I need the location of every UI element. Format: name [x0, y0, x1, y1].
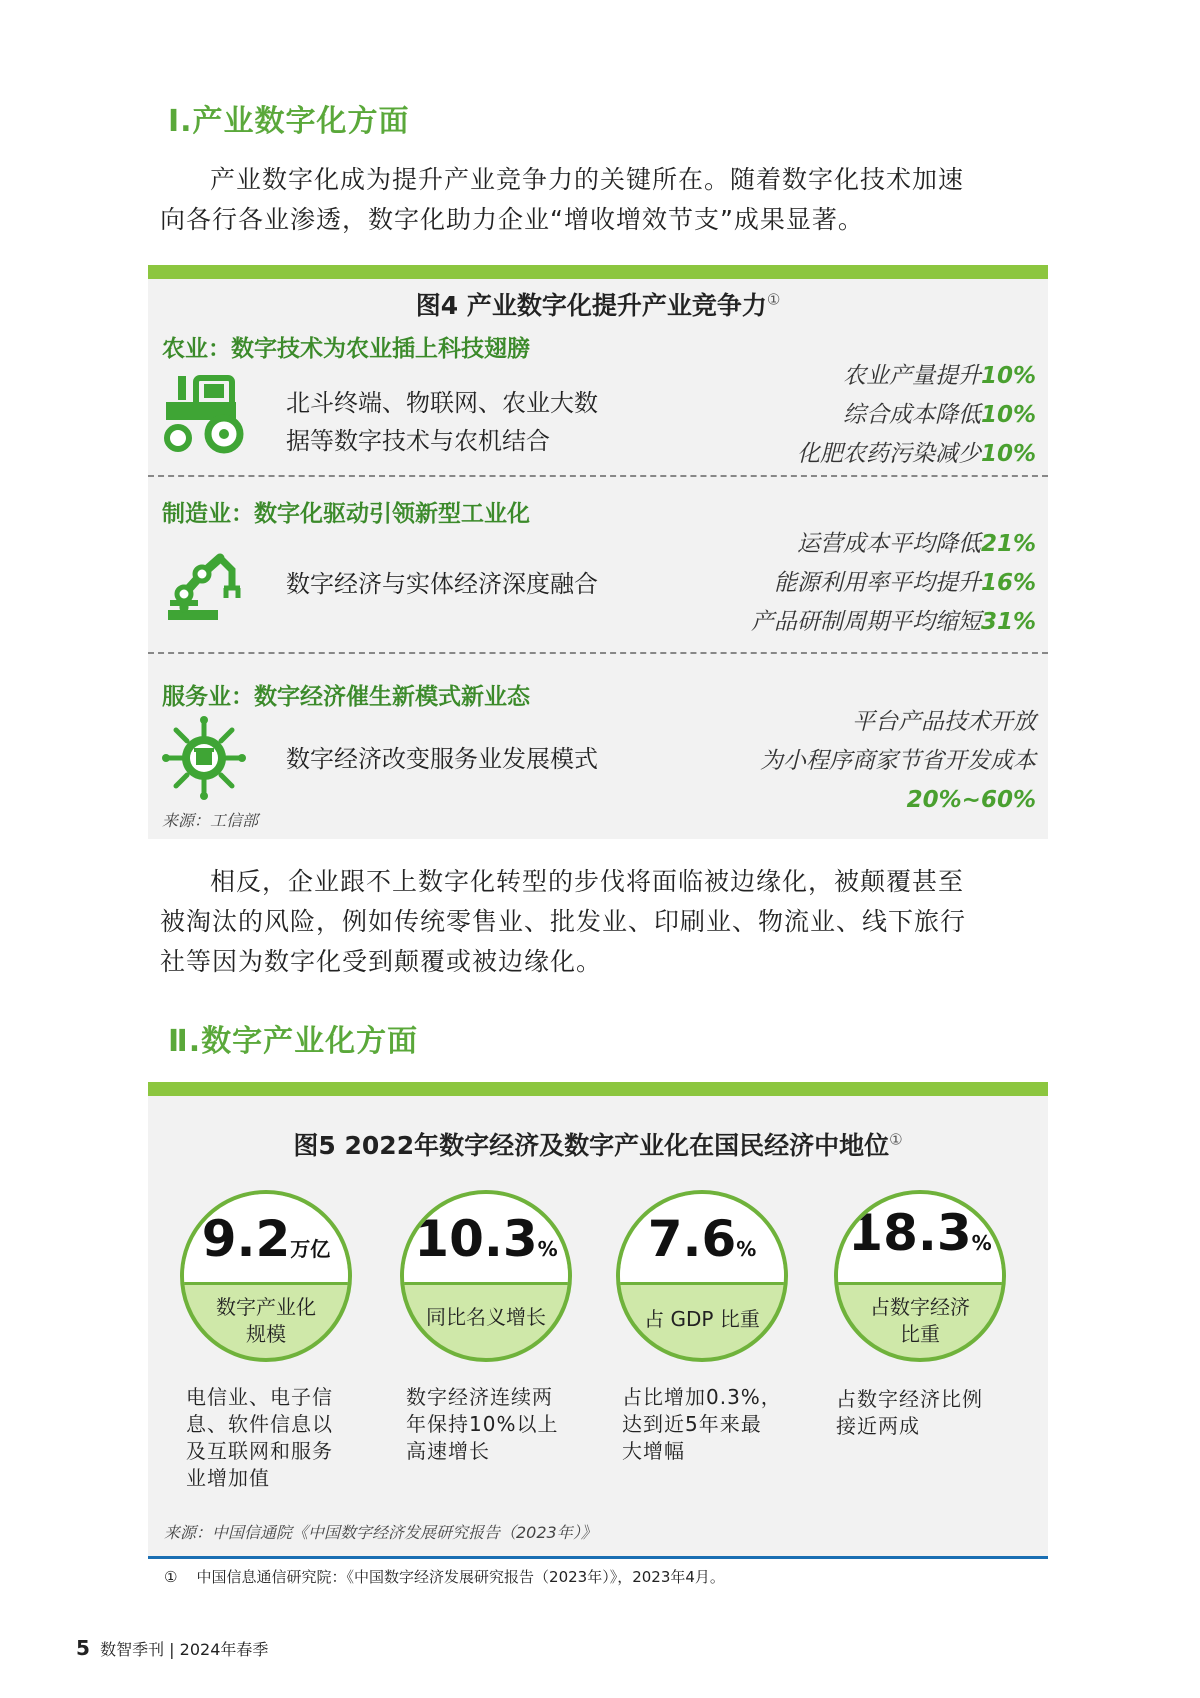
desc-line: 高速增长 — [406, 1439, 490, 1463]
stat-line — [616, 742, 1036, 781]
circle-label — [404, 1304, 568, 1331]
stat-line — [616, 357, 1036, 396]
circle-label — [184, 1294, 348, 1348]
desc-line: 数字经济与实体经济深度融合 — [286, 570, 598, 598]
circle-desc-gdp-share — [622, 1384, 822, 1465]
stat-text: 能源利用率平均提升 — [773, 570, 981, 596]
label-line: 占数字经济 — [870, 1295, 970, 1319]
fig4-note-mark: ① — [766, 290, 781, 309]
label-line: 比重 — [900, 1322, 940, 1346]
stat-value: 10% — [980, 363, 1036, 389]
row-title-agriculture: 农业：数字技术为农业插上科技翅膀 — [162, 336, 530, 362]
intro-line: 产业数字化成为提升产业竞争力的关键所在。随着数字化技术加速 — [210, 165, 965, 194]
stat-value: 16% — [980, 570, 1036, 596]
row-title-services: 服务业：数字经济催生新模式新业态 — [162, 684, 530, 710]
circle-divider — [838, 1282, 1002, 1285]
stat-value: 21% — [980, 531, 1036, 557]
fig5-title-text: 图5 2022年数字经济及数字产业化在国民经济中地位 — [293, 1131, 890, 1160]
footnote — [164, 1566, 725, 1587]
stat-circle-digital-share — [834, 1190, 1006, 1362]
stat-value: 20%~60% — [906, 787, 1036, 813]
stat-line — [616, 435, 1036, 474]
desc-line: 息、软件信息以 — [186, 1412, 333, 1436]
publication-name: 数智季刊 | 2024年春季 — [100, 1640, 269, 1659]
service-gear-icon — [162, 716, 246, 800]
row-divider — [148, 475, 1048, 477]
fig4-top-bar — [148, 265, 1048, 279]
circle-desc-scale — [186, 1384, 386, 1492]
stat-text: 运营成本平均降低 — [796, 531, 981, 557]
value-text: 18.3 — [848, 1204, 972, 1262]
row-desc-services — [286, 740, 598, 778]
para-line: 相反，企业跟不上数字化转型的步伐将面临被边缘化，被颠覆甚至 — [210, 867, 965, 896]
page-footer — [76, 1636, 268, 1660]
circle-value — [620, 1210, 784, 1268]
stat-line — [616, 396, 1036, 435]
value-unit: % — [971, 1231, 992, 1255]
robot-arm-icon — [162, 540, 246, 624]
value-unit: % — [537, 1237, 558, 1261]
row-stats-services — [616, 703, 1036, 820]
stat-text: 农业产量提升 — [842, 363, 981, 389]
row-divider — [148, 652, 1048, 654]
desc-line: 数字经济连续两 — [406, 1385, 553, 1409]
label-line: 规模 — [246, 1322, 286, 1346]
row-title-manufacturing: 制造业：数字化驱动引领新型工业化 — [162, 501, 530, 527]
fig5-source: 来源：中国信通院《中国数字经济发展研究报告（2023年）》 — [164, 1523, 597, 1542]
value-unit: 万亿 — [290, 1237, 331, 1261]
stat-text: 为小程序商家节省开发成本 — [760, 748, 1036, 774]
desc-line: 达到近5年来最 — [622, 1412, 762, 1436]
desc-line: 业增加值 — [186, 1466, 270, 1490]
circle-value — [404, 1210, 568, 1268]
fig4-title-text: 图4 产业数字化提升产业竞争力 — [415, 291, 767, 320]
row-stats-manufacturing — [616, 525, 1036, 642]
fig5-title — [148, 1126, 1048, 1162]
stat-line — [616, 703, 1036, 742]
circle-label — [838, 1294, 1002, 1348]
circle-divider — [620, 1282, 784, 1285]
footnote-text: 中国信息通信研究院：《中国数字经济发展研究报告（2023年）》，2023年4月。 — [196, 1568, 725, 1586]
circle-value — [184, 1210, 348, 1268]
stat-value: 31% — [980, 609, 1036, 635]
stat-text: 化肥农药污染减少 — [796, 441, 981, 467]
value-unit: % — [736, 1237, 757, 1261]
desc-line: 年保持10%以上 — [406, 1412, 559, 1436]
desc-line: 及互联网和服务 — [186, 1439, 333, 1463]
stat-line — [616, 603, 1036, 642]
circle-desc-growth — [406, 1384, 606, 1465]
desc-line: 占数字经济比例 — [836, 1387, 983, 1411]
desc-line: 大增幅 — [622, 1439, 685, 1463]
stat-value: 10% — [980, 402, 1036, 428]
circle-value — [838, 1204, 1002, 1262]
section-title-2: Ⅱ.数字产业化方面 — [168, 1024, 419, 1059]
desc-line: 占比增加0.3%， — [622, 1385, 782, 1409]
page-number: 5 — [76, 1636, 90, 1660]
stat-line — [616, 564, 1036, 603]
stat-circle-gdp-share — [616, 1190, 788, 1362]
desc-line: 北斗终端、物联网、农业大数 — [286, 389, 598, 417]
fig4-source: 来源：工信部 — [162, 811, 259, 830]
label-line: 数字产业化 — [216, 1295, 316, 1319]
row-desc-agriculture — [286, 384, 598, 460]
stat-circle-scale — [180, 1190, 352, 1362]
value-text: 9.2 — [201, 1210, 291, 1268]
value-text: 7.6 — [647, 1210, 737, 1268]
stat-line — [616, 781, 1036, 820]
desc-line: 据等数字技术与农机结合 — [286, 427, 550, 455]
fig4-title — [148, 286, 1048, 322]
stat-text: 产品研制周期平均缩短 — [750, 609, 981, 635]
tractor-icon — [162, 372, 246, 456]
circle-divider — [404, 1282, 568, 1285]
intro-line: 向各行各业渗透，数字化助力企业“增收增效节支”成果显著。 — [160, 205, 864, 234]
label-line: 同比名义增长 — [426, 1305, 546, 1329]
circle-desc-digital-share — [836, 1386, 1036, 1440]
row-desc-manufacturing — [286, 565, 598, 603]
paragraph-2 — [160, 862, 1030, 982]
fig5-top-bar — [148, 1082, 1048, 1096]
circle-divider — [184, 1282, 348, 1285]
para-line: 社等因为数字化受到颠覆或被边缘化。 — [160, 947, 603, 976]
label-line: 占 GDP 比重 — [644, 1307, 760, 1331]
value-text: 10.3 — [414, 1210, 538, 1268]
stat-value: 10% — [980, 441, 1036, 467]
stat-circle-growth — [400, 1190, 572, 1362]
footnote-mark: ① — [164, 1568, 178, 1586]
stat-text: 综合成本降低 — [842, 402, 981, 428]
desc-line: 数字经济改变服务业发展模式 — [286, 745, 598, 773]
fig5-note-mark: ① — [889, 1130, 903, 1149]
fig5-bottom-rule — [148, 1556, 1048, 1559]
desc-line: 电信业、电子信 — [186, 1385, 333, 1409]
para-line: 被淘汰的风险，例如传统零售业、批发业、印刷业、物流业、线下旅行 — [160, 907, 967, 936]
row-stats-agriculture — [616, 357, 1036, 474]
stat-text: 平台产品技术开放 — [852, 709, 1036, 735]
intro-paragraph — [160, 160, 1030, 240]
stat-line — [616, 525, 1036, 564]
desc-line: 接近两成 — [836, 1414, 920, 1438]
circle-label — [620, 1306, 784, 1333]
section-title-1: Ⅰ.产业数字化方面 — [168, 104, 410, 139]
